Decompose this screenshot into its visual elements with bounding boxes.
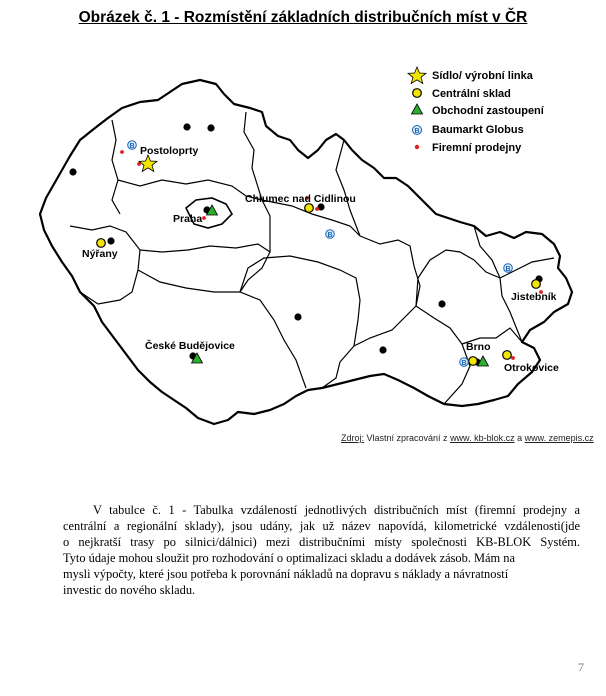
svg-text:B: B bbox=[461, 360, 467, 367]
legend-shop-icon bbox=[415, 145, 419, 149]
central-warehouse-marker bbox=[469, 357, 478, 366]
source-and: a bbox=[514, 433, 525, 443]
legend-baumarkt-label: Baumarkt Globus bbox=[432, 124, 524, 136]
central-warehouse-marker bbox=[503, 351, 512, 360]
city-label-jistebnik: Jistebník bbox=[511, 291, 557, 303]
paragraph-line-5: mysli výpočty, které jsou potřeba k porovnání nákladů na dopravu s náklady a návratností bbox=[63, 567, 509, 581]
paragraph-line-4: Tyto údaje mohou sloužit pro rozhodování o optimalizaci skladu a dodávek zásob. Mám na bbox=[63, 551, 515, 565]
city-label-ceske-budejovice: České Budějovice bbox=[145, 340, 235, 352]
source-link-kb-blok[interactable]: www. kb-blok.cz bbox=[450, 433, 515, 443]
body-paragraph bbox=[63, 502, 580, 598]
city-label-brno: Brno bbox=[466, 341, 491, 353]
legend-sales-label: Obchodní zastoupení bbox=[432, 105, 544, 117]
central-warehouse-marker bbox=[532, 280, 541, 289]
paragraph-line-1: V tabulce č. 1 - Tabulka vzdáleností jednotlivých distribučních míst (firemní prodejny a bbox=[93, 503, 580, 517]
baumarkt-marker bbox=[326, 230, 335, 239]
region-dot bbox=[438, 300, 445, 307]
baumarkt-marker bbox=[504, 264, 513, 273]
region-dot bbox=[183, 123, 190, 130]
paragraph-line-3: o nejkratší trasy po silnici/dálnici) mezi distribučními místy společnosti KB-BLOK Systém. bbox=[63, 535, 580, 549]
city-label-postoloprty: Postoloprty bbox=[140, 145, 199, 157]
region-dot bbox=[107, 237, 114, 244]
source-label: Zdroj: bbox=[341, 433, 365, 443]
paragraph-line-6: investic do nového skladu. bbox=[63, 583, 196, 597]
region-dot bbox=[294, 313, 301, 320]
page-number: 7 bbox=[578, 660, 584, 674]
legend-triangle-icon bbox=[412, 104, 423, 114]
region-dot bbox=[69, 168, 76, 175]
region-dot bbox=[379, 346, 386, 353]
svg-text:B: B bbox=[129, 143, 135, 150]
shop-dot bbox=[511, 356, 515, 360]
central-warehouse-marker bbox=[97, 239, 106, 248]
legend-baumarkt-glyph: B bbox=[414, 128, 420, 135]
figure-title: Obrázek č. 1 - Rozmístění základních distribučních míst v ČR bbox=[78, 9, 528, 26]
city-label-chlumec: Chlumec nad Cidlinou bbox=[245, 193, 356, 205]
legend-seat-label: Sídlo/ výrobní linka bbox=[432, 70, 533, 82]
city-label-nyrany: Nýřany bbox=[82, 248, 118, 260]
baumarkt-marker bbox=[128, 141, 137, 150]
legend-shop-label: Firemní prodejny bbox=[432, 142, 522, 154]
source-text: Vlastní zpracování z bbox=[364, 433, 451, 443]
city-label-otrokovice: Otrokovice bbox=[504, 362, 559, 374]
legend-central-label: Centrální sklad bbox=[432, 88, 511, 100]
region-dot bbox=[207, 124, 214, 131]
baumarkt-marker bbox=[460, 358, 469, 367]
shop-dot bbox=[202, 216, 206, 220]
legend-central-icon bbox=[413, 89, 422, 98]
paragraph-line-2: centrální a regionální sklady), jsou udány, jak už název napovídá, kilometrické vzdálenosti(jde bbox=[63, 519, 580, 533]
svg-text:B: B bbox=[505, 266, 511, 273]
shop-dot bbox=[315, 207, 319, 211]
shop-dot bbox=[120, 150, 124, 154]
city-label-praha: Praha bbox=[173, 213, 203, 225]
source-link-zemepis[interactable]: www. zemepis.cz bbox=[524, 433, 594, 443]
svg-text:B: B bbox=[327, 232, 333, 239]
legend-star-icon bbox=[408, 67, 426, 84]
figure-source bbox=[341, 433, 594, 443]
legend bbox=[408, 67, 545, 154]
